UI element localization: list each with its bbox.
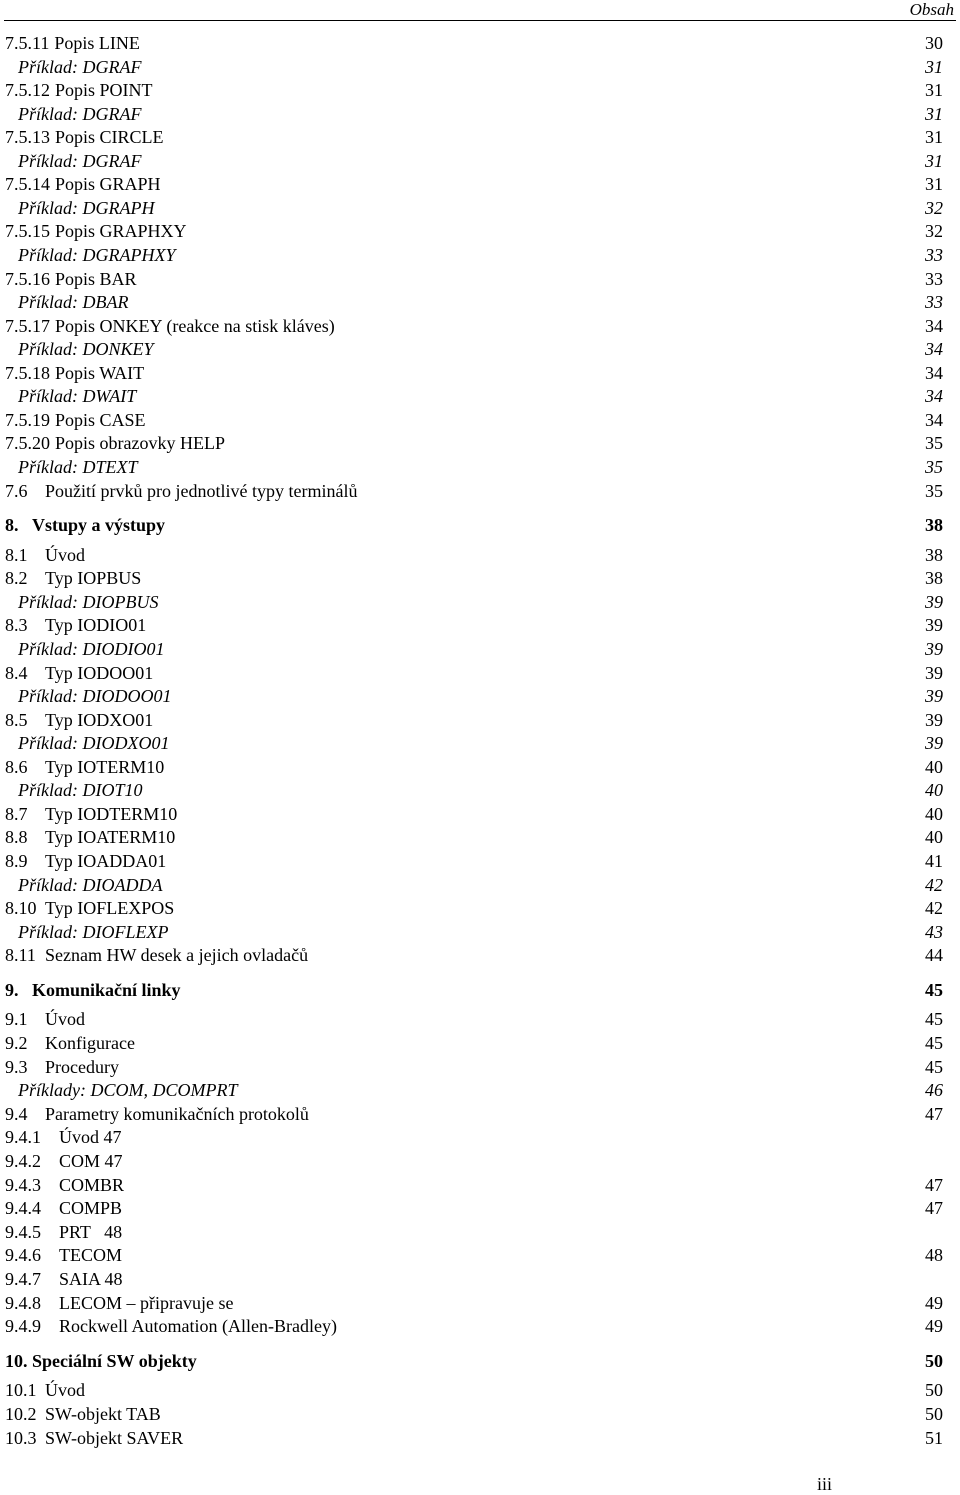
toc-entry-number: 7.5.15 xyxy=(5,221,50,242)
toc-entry-text: Příklad: DBAR xyxy=(18,292,129,313)
toc-entry-text: Typ IODOO01 xyxy=(45,662,154,683)
toc-entry-text: Popis BAR xyxy=(55,268,137,289)
toc-entry-text: Příklad: DGRAPH xyxy=(18,197,155,218)
toc-entry-text: Příklad: DIODIO01 xyxy=(18,639,165,659)
toc-section-entry[interactable] xyxy=(0,513,960,537)
toc-entry-title xyxy=(18,337,154,361)
toc-entry-number: 8.5 xyxy=(5,709,28,730)
toc-entry-number: 10. xyxy=(5,1350,28,1371)
toc-entry-page: 42 xyxy=(925,898,943,919)
toc-entry-title xyxy=(5,314,335,338)
toc-entry-page: 48 xyxy=(925,1245,943,1266)
toc-entry[interactable] xyxy=(0,1314,960,1338)
toc-entry-text: Seznam HW desek a jejich ovladačů xyxy=(45,945,309,966)
toc-entry-number: 8.6 xyxy=(5,756,28,777)
toc-entry-page: 34 xyxy=(925,339,943,360)
toc-entry-page: 46 xyxy=(925,1080,943,1101)
toc-entry-text: Popis POINT xyxy=(55,80,153,101)
toc-entry[interactable] xyxy=(0,943,960,967)
toc-entry-title xyxy=(5,943,308,967)
toc-entry[interactable] xyxy=(0,1125,960,1149)
toc-entry-page: 39 xyxy=(925,733,943,754)
toc-entry-text: Rockwell Automation (Allen-Bradley) xyxy=(59,1316,337,1337)
toc-entry-text: LECOM – připravuje se xyxy=(59,1292,234,1313)
toc-entry[interactable] xyxy=(0,408,960,432)
toc-entry-page: 39 xyxy=(925,709,943,730)
toc-example-entry[interactable] xyxy=(0,196,960,220)
toc-entry-text: Příklady: DCOM, DCOMPRT xyxy=(18,1080,238,1101)
toc-example-entry[interactable] xyxy=(0,920,960,944)
toc-entry[interactable] xyxy=(0,661,960,685)
toc-example-entry[interactable] xyxy=(0,1078,960,1102)
toc-entry-page: 41 xyxy=(925,851,943,871)
toc-entry-number: 8.11 xyxy=(5,945,36,966)
toc-entry-number: 10.1 xyxy=(5,1380,37,1401)
toc-entry-page: 51 xyxy=(925,1427,943,1448)
toc-entry[interactable] xyxy=(0,1267,960,1291)
toc-entry-page: 33 xyxy=(925,245,943,265)
toc-entry-title xyxy=(5,1243,122,1267)
toc-example-entry[interactable] xyxy=(0,778,960,802)
toc-entry-page: 38 xyxy=(925,544,943,565)
toc-entry-title xyxy=(18,196,154,220)
toc-entry-title xyxy=(18,590,158,614)
toc-entry-title xyxy=(5,513,165,537)
toc-entry-number: 8.7 xyxy=(5,803,28,824)
toc-entry-text: Popis GRAPH xyxy=(55,174,161,195)
toc-entry-number: 7.5.14 xyxy=(5,174,50,195)
toc-entry-number: 7.5.13 xyxy=(5,127,50,148)
toc-entry-number: 9.4.9 xyxy=(5,1316,41,1337)
toc-entry[interactable] xyxy=(0,1291,960,1315)
toc-entry-text: Příklad: DGRAPHXY xyxy=(18,245,176,265)
toc-entry-page: 40 xyxy=(925,827,943,848)
toc-entry-title xyxy=(5,1173,124,1197)
toc-entry[interactable] xyxy=(0,267,960,291)
toc-example-entry[interactable] xyxy=(0,55,960,79)
toc-entry-page: 31 xyxy=(925,56,943,77)
toc-entry[interactable] xyxy=(0,1243,960,1267)
toc-entry[interactable] xyxy=(0,479,960,503)
toc-entry-number: 7.5.18 xyxy=(5,362,50,383)
toc-entry-title xyxy=(5,1031,135,1055)
toc-entry-title xyxy=(5,267,137,291)
toc-entry-title xyxy=(18,684,171,708)
toc-entry-title xyxy=(18,243,175,267)
toc-entry-page: 32 xyxy=(925,197,943,218)
toc-entry[interactable] xyxy=(0,708,960,732)
toc-entry-number: 9.4.1 xyxy=(5,1127,41,1148)
toc-entry-page: 39 xyxy=(925,591,943,612)
toc-entry-title xyxy=(18,290,128,314)
toc-entry-title xyxy=(5,825,175,849)
toc-entry-text: Komunikační linky xyxy=(32,979,181,1000)
toc-entry-page: 40 xyxy=(925,803,943,824)
toc-entry[interactable] xyxy=(0,1102,960,1126)
toc-entry-page: 45 xyxy=(925,1009,943,1030)
toc-entry-title xyxy=(18,873,162,897)
page-number: iii xyxy=(817,1474,833,1494)
toc-entry-number: 8. xyxy=(5,515,19,536)
toc-entry[interactable] xyxy=(0,849,960,873)
toc-entry-text: COM 47 xyxy=(59,1150,123,1171)
toc-entry-page: 45 xyxy=(925,1033,943,1053)
toc-entry-title xyxy=(18,920,168,944)
toc-example-entry[interactable] xyxy=(0,337,960,361)
toc-example-entry[interactable] xyxy=(0,637,960,661)
toc-entry-text: Příklad: DONKEY xyxy=(18,339,154,360)
toc-entry-number: 7.5.20 xyxy=(5,433,50,454)
toc-entry[interactable] xyxy=(0,1055,960,1079)
toc-entry[interactable] xyxy=(0,755,960,779)
toc-entry-title xyxy=(5,1196,122,1220)
toc-example-entry[interactable] xyxy=(0,731,960,755)
toc-entry-text: Vstupy a výstupy xyxy=(32,515,166,536)
toc-entry-text: Typ IOTERM10 xyxy=(45,756,165,777)
page-header-title: Obsah xyxy=(909,0,954,19)
toc-entry-title xyxy=(18,637,164,661)
toc-entry-text: Popis CASE xyxy=(55,409,146,430)
toc-entry-text: Popis WAIT xyxy=(55,362,145,383)
toc-entry-page: 49 xyxy=(925,1292,943,1313)
toc-entry-title xyxy=(5,361,144,385)
toc-entry-text: Příklad: DIOADDA xyxy=(18,874,163,895)
toc-entry-page: 50 xyxy=(925,1350,943,1371)
toc-entry-title xyxy=(5,1402,161,1426)
toc-entry-text: Příklad: DWAIT xyxy=(18,386,137,407)
toc-entry-page: 47 xyxy=(925,1174,943,1195)
toc-entry-number: 7.5.11 xyxy=(5,33,50,53)
toc-entry-number: 9.2 xyxy=(5,1033,28,1053)
toc-entry-number: 8.1 xyxy=(5,544,28,565)
toc-entry-title xyxy=(5,431,225,455)
toc-entry-text: Typ IOADDA01 xyxy=(45,851,167,871)
toc-entry-page: 47 xyxy=(925,1198,943,1219)
toc-entry[interactable] xyxy=(0,1149,960,1173)
toc-section-entry[interactable] xyxy=(0,978,960,1002)
toc-entry-title xyxy=(5,566,141,590)
toc-entry-page: 49 xyxy=(925,1316,943,1337)
toc-entry-page: 31 xyxy=(925,174,943,195)
toc-entry-number: 9.4.2 xyxy=(5,1150,41,1171)
toc-entry[interactable] xyxy=(0,1007,960,1031)
toc-entry-text: SAIA 48 xyxy=(59,1268,123,1289)
toc-entry-title xyxy=(5,661,153,685)
toc-entry-title xyxy=(18,55,141,79)
toc-entry-page: 32 xyxy=(925,221,943,242)
toc-entry[interactable] xyxy=(0,361,960,385)
toc-entry-page: 38 xyxy=(925,515,943,536)
toc-entry-number: 10.2 xyxy=(5,1403,37,1424)
toc-entry-text: PRT 48 xyxy=(59,1221,123,1242)
toc-entry[interactable] xyxy=(0,219,960,243)
toc-entry-page: 35 xyxy=(925,457,943,477)
toc-entry-number: 9.4 xyxy=(5,1103,28,1124)
toc-entry-title xyxy=(18,778,143,802)
toc-entry-title xyxy=(5,1149,123,1173)
toc-example-entry[interactable] xyxy=(0,590,960,614)
toc-example-entry[interactable] xyxy=(0,290,960,314)
toc-entry-title xyxy=(5,31,140,55)
toc-entry-page: 31 xyxy=(925,150,943,171)
toc-entry-page: 35 xyxy=(925,433,943,454)
toc-entry-number: 9.3 xyxy=(5,1056,28,1077)
toc-entry[interactable] xyxy=(0,78,960,102)
toc-entry-title xyxy=(18,455,138,479)
toc-entry-text: SW-objekt SAVER xyxy=(45,1427,184,1448)
toc-entry-text: SW-objekt TAB xyxy=(45,1403,161,1424)
toc-entry-text: Typ IOATERM10 xyxy=(45,827,176,848)
toc-entry-number: 8.3 xyxy=(5,615,28,636)
toc-entry-number: 7.6 xyxy=(5,480,28,501)
toc-entry-title xyxy=(5,1220,122,1244)
toc-entry-title xyxy=(18,384,136,408)
toc-entry-number: 9.4.8 xyxy=(5,1292,41,1313)
toc-example-entry[interactable] xyxy=(0,149,960,173)
toc-entry-text: Typ IOFLEXPOS xyxy=(45,898,175,919)
toc-entry-text: COMPB xyxy=(59,1198,123,1219)
toc-entry-title xyxy=(5,125,164,149)
toc-entry-text: Příklad: DIOFLEXP xyxy=(18,921,169,942)
toc-example-entry[interactable] xyxy=(0,384,960,408)
toc-entry-title xyxy=(18,102,141,126)
toc-entry-page: 31 xyxy=(925,103,943,124)
toc-entry-text: Příklad: DGRAF xyxy=(18,150,142,171)
toc-entry-text: Příklad: DIOPBUS xyxy=(18,591,159,612)
toc-entry-title xyxy=(5,1055,119,1079)
toc-entry-number: 8.9 xyxy=(5,851,28,871)
toc-entry-title xyxy=(5,1314,337,1338)
toc-entry[interactable] xyxy=(0,314,960,338)
toc-entry[interactable] xyxy=(0,566,960,590)
toc-entry-page: 31 xyxy=(925,127,943,148)
toc-entry[interactable] xyxy=(0,31,960,55)
toc-entry-page: 30 xyxy=(925,33,943,53)
toc-entry-text: Příklad: DGRAF xyxy=(18,56,142,77)
toc-entry-title xyxy=(5,479,357,503)
toc-entry-text: Příklad: DGRAF xyxy=(18,103,142,124)
toc-example-entry[interactable] xyxy=(0,243,960,267)
toc-entry-title xyxy=(5,543,85,567)
toc-entry-text: Příklad: DIODOO01 xyxy=(18,686,172,707)
toc-entry-title xyxy=(5,755,164,779)
toc-entry-page: 43 xyxy=(925,921,943,942)
toc-entry-title xyxy=(5,1291,233,1315)
toc-entry[interactable] xyxy=(0,125,960,149)
toc-entry-number: 9.4.4 xyxy=(5,1198,41,1219)
toc-entry-page: 35 xyxy=(925,480,943,501)
toc-entry-text: Typ IODTERM10 xyxy=(45,803,178,824)
toc-entry-text: Popis GRAPHXY xyxy=(55,221,187,242)
toc-entry-number: 7.5.17 xyxy=(5,315,50,336)
toc-entry-text: Konfigurace xyxy=(45,1033,135,1053)
toc-entry[interactable] xyxy=(0,431,960,455)
toc-entry-number: 10.3 xyxy=(5,1427,37,1448)
toc-entry-text: Typ IOPBUS xyxy=(45,568,142,589)
toc-entry-number: 9.4.7 xyxy=(5,1268,41,1289)
toc-entry-page: 42 xyxy=(925,874,943,895)
toc-entry-title xyxy=(5,172,161,196)
toc-section-entry[interactable] xyxy=(0,1349,960,1373)
toc-entry-number: 9.4.5 xyxy=(5,1221,41,1242)
toc-entry-text: Popis LINE xyxy=(54,33,140,53)
toc-entry-page: 45 xyxy=(925,979,943,1000)
toc-example-entry[interactable] xyxy=(0,455,960,479)
toc-entry-page: 47 xyxy=(925,1103,943,1124)
toc-entry-page: 34 xyxy=(925,315,943,336)
toc-entry-page: 39 xyxy=(925,639,943,659)
toc-entry-title xyxy=(5,408,146,432)
toc-entry-text: Příklad: DIOT10 xyxy=(18,780,143,801)
header-divider xyxy=(4,20,956,21)
toc-entry-title xyxy=(5,219,187,243)
toc-entry-text: Úvod xyxy=(45,544,85,565)
toc-entry[interactable] xyxy=(0,896,960,920)
toc-entry-text: Popis ONKEY (reakce na stisk kláves) xyxy=(55,315,335,336)
toc-entry-text: Typ IODXO01 xyxy=(45,709,154,730)
toc-entry-text: Procedury xyxy=(45,1056,119,1077)
toc-entry[interactable] xyxy=(0,613,960,637)
toc-entry-page: 31 xyxy=(925,80,943,101)
toc-entry-page: 34 xyxy=(925,409,943,430)
toc-entry[interactable] xyxy=(0,1173,960,1197)
toc-entry-title xyxy=(5,1267,123,1291)
toc-entry-number: 7.5.12 xyxy=(5,80,50,101)
toc-entry-page: 33 xyxy=(925,292,943,313)
toc-entry[interactable] xyxy=(0,543,960,567)
toc-entry-number: 8.2 xyxy=(5,568,28,589)
toc-entry-title xyxy=(5,849,166,873)
toc-entry-number: 9.4.3 xyxy=(5,1174,41,1195)
toc-entry-page: 34 xyxy=(925,386,943,407)
toc-entry-number: 9.4.6 xyxy=(5,1245,41,1266)
toc-entry-text: Použití prvků pro jednotlivé typy terminálů xyxy=(45,480,358,501)
toc-entry-text: Popis obrazovky HELP xyxy=(55,433,225,454)
toc-entry[interactable] xyxy=(0,1220,960,1244)
toc-entry-number: 9.1 xyxy=(5,1009,28,1030)
toc-entry-title xyxy=(5,1102,309,1126)
toc-entry-page: 40 xyxy=(925,756,943,777)
toc-example-entry[interactable] xyxy=(0,873,960,897)
toc-entry-text: Příklad: DIODXO01 xyxy=(18,733,170,754)
toc-entry-text: TECOM xyxy=(59,1245,122,1266)
toc-entry-text: Úvod 47 xyxy=(59,1127,122,1148)
toc-entry[interactable] xyxy=(0,172,960,196)
toc-entry-number: 8.8 xyxy=(5,827,28,848)
toc-entry-page: 39 xyxy=(925,615,943,636)
toc-entry-page: 45 xyxy=(925,1056,943,1077)
toc-example-entry[interactable] xyxy=(0,684,960,708)
toc-entry-title xyxy=(5,978,181,1002)
toc-entry-text: Úvod xyxy=(45,1380,85,1401)
toc-entry-title xyxy=(5,78,153,102)
toc-entry-text: Typ IODIO01 xyxy=(45,615,147,636)
toc-entry-text: Speciální SW objekty xyxy=(32,1350,197,1371)
toc-entry-number: 7.5.16 xyxy=(5,268,50,289)
toc-entry-page: 44 xyxy=(925,945,943,966)
toc-entry-page: 33 xyxy=(925,268,943,289)
toc-entry-title xyxy=(18,149,141,173)
toc-entry-title xyxy=(5,1349,197,1373)
toc-entry-title xyxy=(5,613,146,637)
toc-entry-page: 50 xyxy=(925,1403,943,1424)
toc-entry-text: Popis CIRCLE xyxy=(55,127,164,148)
toc-entry[interactable] xyxy=(0,1031,960,1055)
toc-entry-page: 38 xyxy=(925,568,943,589)
toc-entry-title xyxy=(18,1078,237,1102)
toc-entry-title xyxy=(5,708,153,732)
toc-entry-number: 8.4 xyxy=(5,662,28,683)
toc-entry-page: 40 xyxy=(925,780,943,801)
toc-entry-number: 8.10 xyxy=(5,898,37,919)
toc-entry-number: 7.5.19 xyxy=(5,409,50,430)
toc-entry-title xyxy=(5,896,174,920)
toc-entry-number: 9. xyxy=(5,979,19,1000)
toc-entry[interactable] xyxy=(0,1378,960,1402)
toc-entry-title xyxy=(5,1007,85,1031)
toc-example-entry[interactable] xyxy=(0,102,960,126)
toc-entry-title xyxy=(5,1378,85,1402)
toc-entry-title xyxy=(5,1125,122,1149)
toc-entry-title xyxy=(5,1426,183,1450)
toc-entry[interactable] xyxy=(0,1402,960,1426)
toc-entry[interactable] xyxy=(0,1196,960,1220)
toc-entry[interactable] xyxy=(0,802,960,826)
toc-entry-page: 50 xyxy=(925,1380,943,1401)
toc-entry-text: Úvod xyxy=(45,1009,85,1030)
toc-entry-page: 39 xyxy=(925,686,943,707)
toc-entry[interactable] xyxy=(0,825,960,849)
toc-entry-page: 39 xyxy=(925,662,943,683)
toc-entry-text: COMBR xyxy=(59,1174,125,1195)
toc-entry-title xyxy=(5,802,177,826)
toc-entry-title xyxy=(18,731,169,755)
toc-entry[interactable] xyxy=(0,1426,960,1450)
toc-entry-text: Parametry komunikačních protokolů xyxy=(45,1103,309,1124)
toc-entry-text: Příklad: DTEXT xyxy=(18,457,138,477)
toc-entry-page: 34 xyxy=(925,362,943,383)
